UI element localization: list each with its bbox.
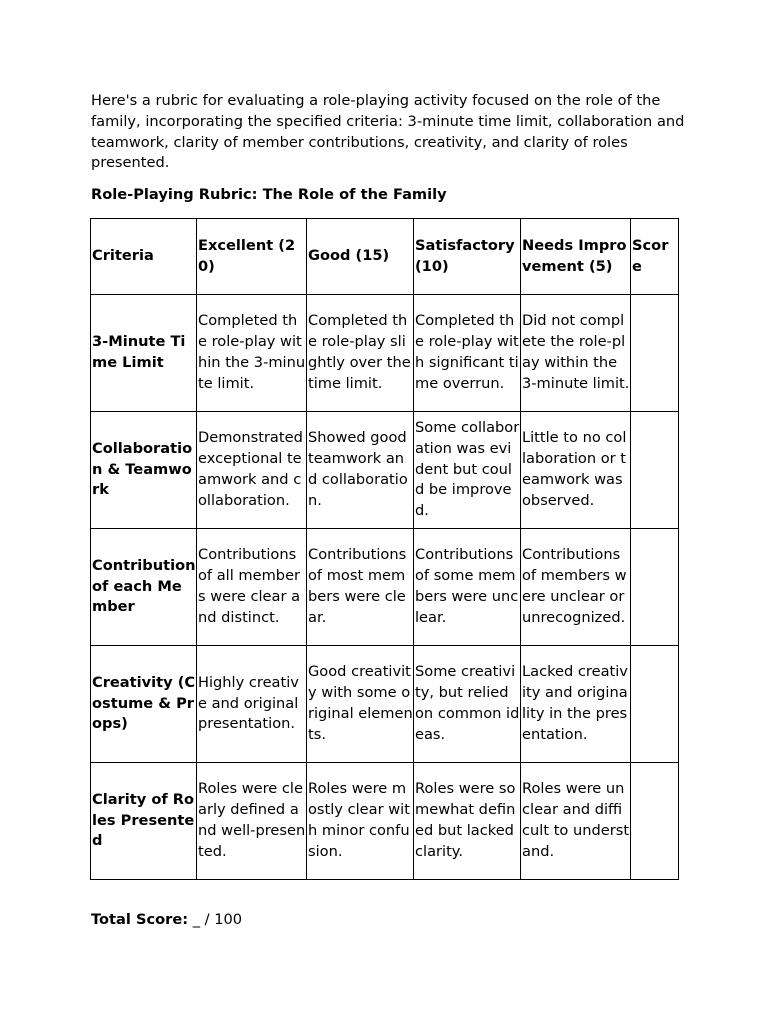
satisfactory-cell: Roles were somewhat defined but lacked clarity.	[414, 763, 521, 880]
table-row	[91, 529, 679, 646]
table-row	[91, 412, 679, 529]
criteria-cell: 3-Minute Time Limit	[91, 295, 197, 412]
needs-improvement-cell: Contributions of members were unclear or unrecognized.	[521, 529, 631, 646]
score-cell	[631, 295, 679, 412]
intro-paragraph: Here's a rubric for evaluating a role-playing activity focused on the role of the family, incorporating the specified criteria: 3-minute time limit, collaboration and teamwork, clarity of member contributions, creativity, and clarity of roles presented.	[91, 92, 685, 172]
header-satisfactory: Satisfactory (10)	[414, 219, 521, 295]
total-score	[91, 910, 242, 931]
score-cell	[631, 646, 679, 763]
score-cell	[631, 412, 679, 529]
rubric-heading: Role-Playing Rubric: The Role of the Family	[91, 186, 447, 203]
table-row	[91, 295, 679, 412]
needs-improvement-cell: Little to no collaboration or teamwork was observed.	[521, 412, 631, 529]
criteria-cell: Clarity of Roles Presented	[91, 763, 197, 880]
rubric-body	[91, 295, 679, 880]
total-score-value: _ / 100	[188, 911, 243, 928]
good-cell: Good creativity with some original elements.	[307, 646, 414, 763]
satisfactory-cell: Some creativity, but relied on common ideas.	[414, 646, 521, 763]
score-cell	[631, 529, 679, 646]
header-score: Score	[631, 219, 679, 295]
table-row	[91, 763, 679, 880]
excellent-cell: Highly creative and original presentation.	[197, 646, 307, 763]
needs-improvement-cell: Did not complete the role-play within the 3-minute limit.	[521, 295, 631, 412]
needs-improvement-cell: Roles were unclear and difficult to understand.	[521, 763, 631, 880]
rubric-table	[90, 218, 679, 880]
needs-improvement-cell: Lacked creativity and originality in the presentation.	[521, 646, 631, 763]
excellent-cell: Roles were clearly defined and well-presented.	[197, 763, 307, 880]
good-cell: Showed good teamwork and collaboration.	[307, 412, 414, 529]
excellent-cell: Contributions of all members were clear and distinct.	[197, 529, 307, 646]
criteria-cell: Collaboration & Teamwork	[91, 412, 197, 529]
rubric-header	[91, 219, 679, 295]
header-needs-improvement: Needs Improvement (5)	[521, 219, 631, 295]
total-score-label: Total Score:	[91, 911, 189, 928]
score-cell	[631, 763, 679, 880]
header-criteria: Criteria	[91, 219, 197, 295]
table-row	[91, 646, 679, 763]
good-cell: Contributions of most members were clear.	[307, 529, 414, 646]
good-cell: Roles were mostly clear with minor confusion.	[307, 763, 414, 880]
criteria-cell: Contribution of each Member	[91, 529, 197, 646]
excellent-cell: Demonstrated exceptional teamwork and collaboration.	[197, 412, 307, 529]
header-excellent: Excellent (20)	[197, 219, 307, 295]
criteria-cell: Creativity (Costume & Props)	[91, 646, 197, 763]
satisfactory-cell: Contributions of some members were unclear.	[414, 529, 521, 646]
good-cell: Completed the role-play slightly over the time limit.	[307, 295, 414, 412]
excellent-cell: Completed the role-play within the 3-minute limit.	[197, 295, 307, 412]
satisfactory-cell: Completed the role-play with significant time overrun.	[414, 295, 521, 412]
satisfactory-cell: Some collaboration was evident but could be improved.	[414, 412, 521, 529]
header-good: Good (15)	[307, 219, 414, 295]
header-row	[91, 219, 679, 295]
